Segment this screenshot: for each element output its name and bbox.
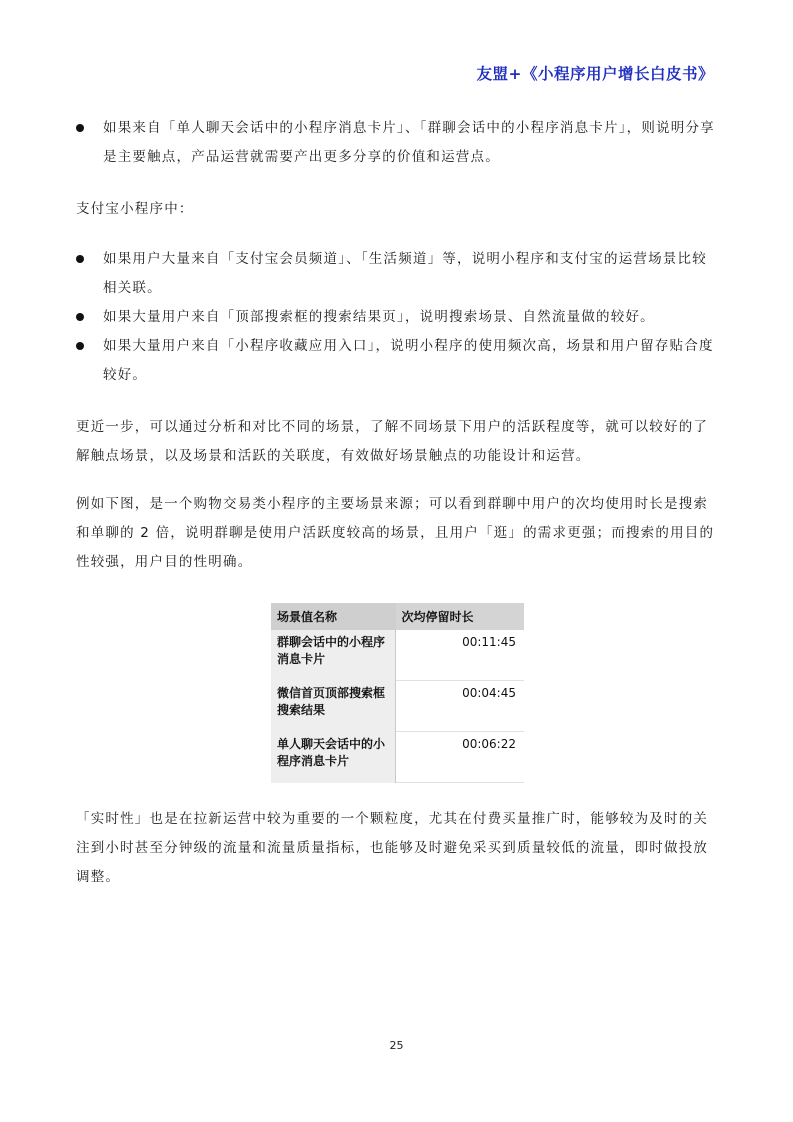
bullet-item <box>76 332 716 390</box>
table-row <box>271 630 524 681</box>
document-header-title: 友盟+《小程序用户增长白皮书》 <box>476 65 714 83</box>
duration-cell: 00:06:22 <box>396 732 525 783</box>
table-row <box>271 681 524 732</box>
bullet-dot-icon <box>76 255 84 263</box>
duration-cell: 00:11:45 <box>396 630 525 681</box>
scene-name-cell: 群聊会话中的小程序消息卡片 <box>271 630 396 681</box>
scene-name-cell: 单人聊天会话中的小程序消息卡片 <box>271 732 396 783</box>
bullet-dot-icon <box>76 342 84 350</box>
bullet-item <box>76 114 716 172</box>
bullet-item <box>76 245 716 303</box>
scene-table-figure <box>271 603 524 783</box>
page-body <box>76 114 716 892</box>
paragraph-example: 例如下图，是一个购物交易类小程序的主要场景来源；可以看到群聊中用户的次均使用时长是搜索和单聊的 2 倍，说明群聊是使用户活跃度较高的场景，且用户「逛」的需求更强；而搜索的用目的性较强，用户目的性明确。 <box>76 496 715 570</box>
column-header-avg-duration: 次均停留时长 <box>396 603 525 630</box>
wechat-bullet-list <box>76 114 716 172</box>
bullet-text: 如果来自「单人聊天会话中的小程序消息卡片」、「群聊会话中的小程序消息卡片」，则说明分享是主要触点，产品运营就需要产出更多分享的价值和运营点。 <box>103 120 715 165</box>
bullet-dot-icon <box>76 313 84 321</box>
page-number: 25 <box>389 1039 404 1052</box>
alipay-heading: 支付宝小程序中： <box>76 201 194 217</box>
alipay-bullet-list <box>76 245 716 390</box>
bullet-text: 如果用户大量来自「支付宝会员频道」、「生活频道」等，说明小程序和支付宝的运营场景比较相关联。 <box>103 251 707 296</box>
bullet-dot-icon <box>76 124 84 132</box>
scene-name-cell: 微信首页顶部搜索框搜索结果 <box>271 681 396 732</box>
paragraph-further: 更近一步，可以通过分析和对比不同的场景，了解不同场景下用户的活跃程度等，就可以较好的了解触点场景，以及场景和活跃的关联度，有效做好场景触点的功能设计和运营。 <box>76 419 709 464</box>
column-header-scene-name: 场景值名称 <box>271 603 396 630</box>
table-row <box>271 732 524 783</box>
scene-table <box>271 603 524 783</box>
bullet-text: 如果大量用户来自「小程序收藏应用入口」，说明小程序的使用频次高，场景和用户留存贴合度较好。 <box>103 338 714 383</box>
bullet-text: 如果大量用户来自「顶部搜索框的搜索结果页」，说明搜索场景、自然流量做的较好。 <box>103 309 655 325</box>
duration-cell: 00:04:45 <box>396 681 525 732</box>
paragraph-realtime: 「实时性」也是在拉新运营中较为重要的一个颗粒度，尤其在付费买量推广时，能够较为及时的关注到小时甚至分钟级的流量和流量质量指标，也能够及时避免采买到质量较低的流量，即时做投放调整。 <box>76 811 709 885</box>
bullet-item <box>76 303 716 332</box>
table-header-row <box>271 603 524 630</box>
